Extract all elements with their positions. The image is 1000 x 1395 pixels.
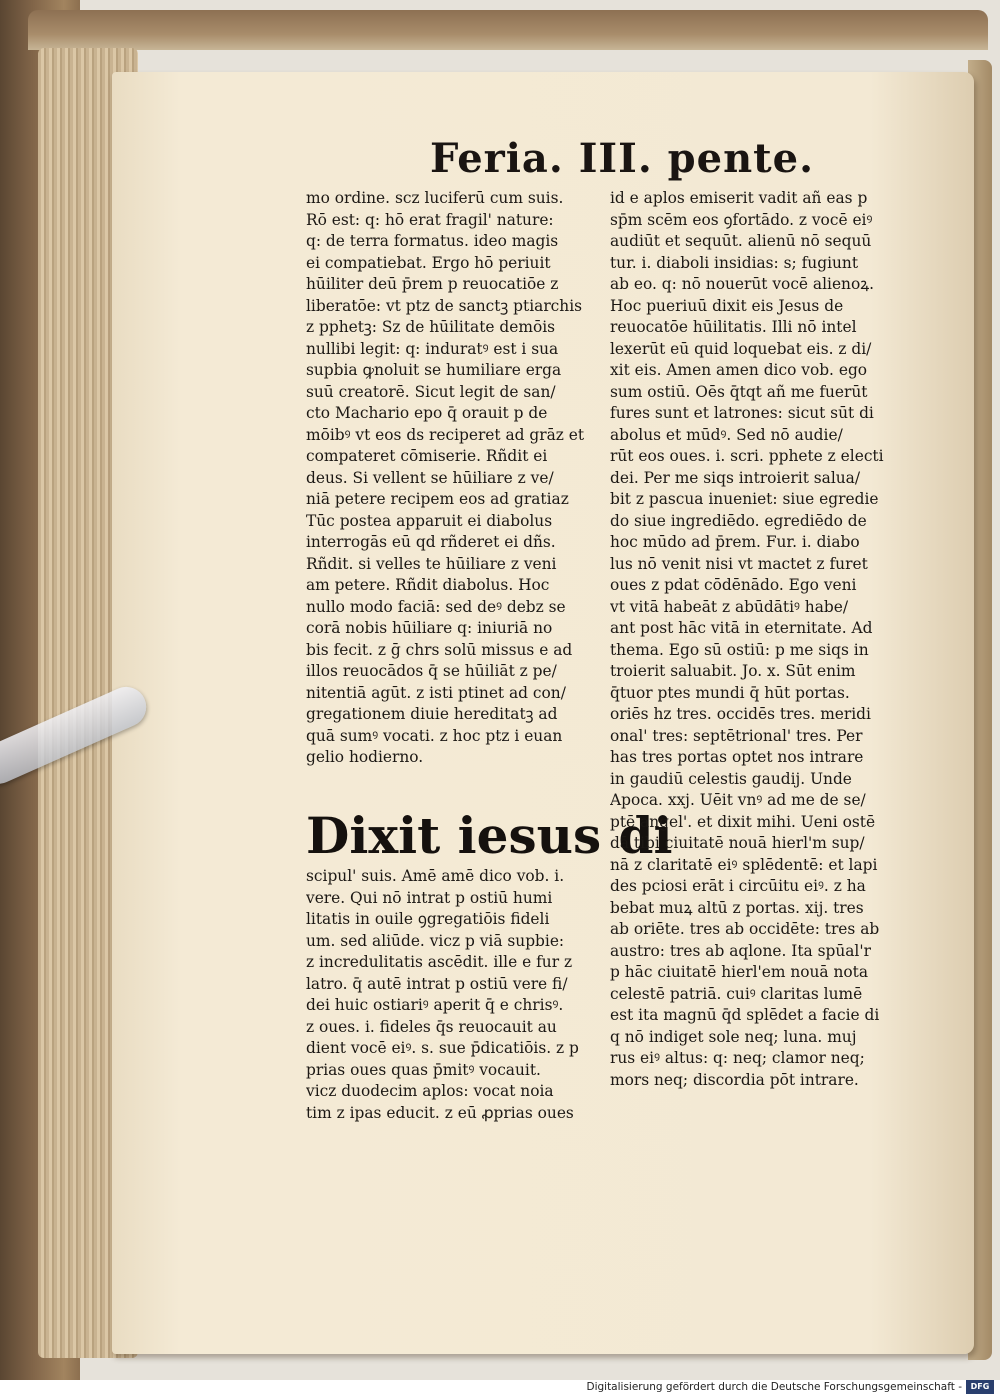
text-line: nullo modo faciā: sed deꝰ debz se — [306, 597, 566, 616]
text-line: Hoc pueriuū dixit eis Jesus de — [610, 296, 844, 315]
text-line: ant post hāc vitā in eternitate. Ad — [610, 619, 873, 637]
text-line: corā nobis hūiliare q: iniuriā no — [306, 619, 553, 637]
text-line: compateret cōmiserie. Rñdit ei — [306, 447, 548, 465]
text-line: est ita magnū q̄d splēdet a facie di — [610, 1006, 880, 1024]
text-line: vt vitā habeāt z abūdātiꝰ habe/ — [610, 597, 849, 616]
text-line: bis fecit. z ḡ chrs solū missus e ad — [306, 640, 573, 659]
text-line: dei. Per me siqs introierit salua/ — [610, 468, 861, 487]
text-line: oriēs hz tres. occidēs tres. meridi — [610, 705, 871, 723]
text-line: scipul' suis. Amē amē dico vob. i. — [306, 867, 565, 885]
text-line: nullibi legit: q: induratꝰ est i sua — [306, 339, 559, 358]
text-line: id e aplos emiserit vadit añ eas p — [610, 189, 868, 207]
dfg-logo: DFG — [966, 1380, 994, 1394]
text-line: mors neq; discordia pōt intrare. — [610, 1070, 859, 1089]
text-line: fures sunt et latrones: sicut sūt di — [610, 404, 874, 422]
text-line: xit eis. Amen amen dico vob. ego — [610, 361, 868, 379]
text-line: q nō indiget sole neq; luna. muj — [610, 1027, 857, 1046]
left-column-top — [306, 188, 602, 769]
text-line: abolus et mūdꝰ. Sed nō audie/ — [610, 425, 843, 444]
text-line: quā sumꝰ vocati. z hoc ptz i euan — [306, 726, 563, 745]
text-line: rūt eos oues. i. scri. pphete z electi — [610, 447, 884, 465]
text-line: gelio hodierno. — [306, 748, 424, 766]
text-line: bebat muꝝ altū z portas. xij. tres — [610, 898, 864, 917]
text-line: hoc mūdo ad p̄rem. Fur. i. diabo — [610, 533, 860, 551]
footer-credit: Digitalisierung gefördert durch die Deutsche Forschungsgemeinschaft - — [586, 1381, 962, 1393]
text-line: p hāc ciuitatē hierl'em nouā nota — [610, 963, 869, 981]
text-line: q̄tuor ptes mundi q̄ hūt portas. — [610, 683, 850, 702]
text-line: audiūt et sequūt. alienū nō sequū — [610, 232, 872, 250]
text-line: z oues. i. fideles q̄s reuocauit au — [306, 1017, 557, 1036]
text-line: supbia ꝙnoluit se humiliare erga — [306, 361, 562, 379]
text-line: hūiliter deū p̄rem p reuocatiōe z — [306, 275, 559, 293]
text-line: latro. q̄ autē intrat p ostiū vere fi/ — [306, 974, 568, 993]
text-line: illos reuocādos q̄ se hūiliāt z pe/ — [306, 662, 557, 680]
text-line: mo ordine. scz luciferū cum suis. — [306, 189, 564, 207]
text-line: liberatōe: vt ptz de sanctꝫ ptiarchis — [306, 296, 583, 315]
text-line: des pciosi erāt i circūitu eiꝰ. z ha — [610, 877, 866, 895]
text-line: um. sed aliūde. vicz p viā supbie: — [306, 931, 565, 950]
text-line: sum ostiū. Oēs q̄tqt añ me fuerūt — [610, 382, 868, 401]
text-line: sp̄m scēm eos ꝯfortādo. z vocē eiꝰ — [610, 210, 873, 229]
text-line: reuocatōe hūilitatis. Illi nō intel — [610, 318, 857, 336]
text-line: Apoca. xxj. Uēit vnꝰ ad me de se/ — [610, 791, 866, 809]
text-line: dā tibi ciuitatē nouā hierl'm sup/ — [610, 834, 865, 852]
text-line: prias oues quas p̄mitꝰ vocauit. — [306, 1060, 541, 1079]
footer-bar — [0, 1380, 1000, 1395]
text-line: nā z claritatē eiꝰ splēdentē: et lapi — [610, 855, 878, 874]
text-line: nitentiā agūt. z isti ptinet ad con/ — [306, 683, 566, 702]
running-head: Feria. III. pente. — [430, 135, 815, 182]
text-line: onal' tres: septētrional' tres. Per — [610, 726, 863, 745]
text-line: ab oriēte. tres ab occidēte: tres ab — [610, 920, 880, 938]
text-line: suū creatorē. Sicut legit de san/ — [306, 382, 556, 401]
text-line: bit z pascua inueniet: siue egredie — [610, 490, 879, 508]
text-line: Rō est: q: hō erat fragil' nature: — [306, 210, 554, 229]
text-line: lus nō venit nisi vt mactet z furet — [610, 554, 868, 573]
text-line: rus eiꝰ altus: q: neq; clamor neq; — [610, 1049, 865, 1067]
text-line: Rñdit. si velles te hūiliare z veni — [306, 554, 557, 573]
text-line: litatis in ouile ꝯgregatiōis fideli — [306, 910, 550, 928]
text-line: z pphetꝫ: Sz de hūilitate demōis — [306, 318, 556, 336]
text-line: has tres portas optet nos intrare — [610, 748, 864, 766]
text-line: tur. i. diaboli insidias: s; fugiunt — [610, 253, 859, 272]
left-column-lower — [306, 866, 602, 1124]
text-line: cto Machario epo q̄ orauit p de — [306, 404, 548, 422]
text-line: thema. Ego sū ostiū: p me siqs in — [610, 640, 869, 659]
text-line: do siue ingrediēdo. egrediēdo de — [610, 511, 867, 530]
text-line: oues z pdat cōdēnādo. Ego veni — [610, 576, 857, 594]
text-line: deus. Si vellent se hūiliare z ve/ — [306, 468, 554, 487]
text-line: ei compatiebat. Ergo hō periuit — [306, 253, 551, 272]
text-line: celestē patriā. cuiꝰ claritas lumē — [610, 984, 863, 1003]
book-top-edge — [28, 10, 988, 50]
text-line: z incredulitatis ascēdit. ille e fur z — [306, 953, 573, 971]
text-line: ab eo. q: nō nouerūt vocē alienoꝝ. — [610, 275, 875, 293]
text-line: lexerūt eū quid loquebat eis. z di/ — [610, 339, 872, 358]
text-line: mōibꝰ vt eos ds reciperet ad grāz et — [306, 425, 585, 444]
initial-heading: Dixit iesus di — [306, 806, 673, 865]
text-line: vicz duodecim aplos: vocat noia — [306, 1082, 554, 1100]
text-line: tim z ipas educit. z eū ꝓprias oues — [306, 1103, 574, 1122]
text-line: dient vocē eiꝰ. s. sue p̄dicatiōis. z p — [306, 1039, 579, 1057]
text-line: in gaudiū celestis gaudij. Unde — [610, 769, 852, 788]
text-line: dei huic ostiariꝰ aperit q̄ e chrisꝰ. — [306, 996, 564, 1014]
text-line: vere. Qui nō intrat p ostiū humi — [306, 888, 553, 907]
text-line: q: de terra formatus. ideo magis — [306, 232, 559, 250]
text-line: ptē angel'. et dixit mihi. Ueni ostē — [610, 812, 876, 831]
text-line: Tūc postea apparuit ei diabolus — [306, 511, 553, 530]
text-line: troierit saluabit. Jo. x. Sūt enim — [610, 662, 856, 680]
text-line: niā petere recipem eos ad gratiaz — [306, 490, 569, 508]
text-line: interrogās eū qd rñderet ei dñs. — [306, 533, 556, 551]
text-line: austro: tres ab aqlone. Ita spūal'r — [610, 941, 871, 960]
right-column — [610, 188, 910, 1091]
text-line: gregationem diuie hereditatꝫ ad — [306, 705, 558, 723]
text-line: am petere. Rñdit diabolus. Hoc — [306, 576, 550, 594]
